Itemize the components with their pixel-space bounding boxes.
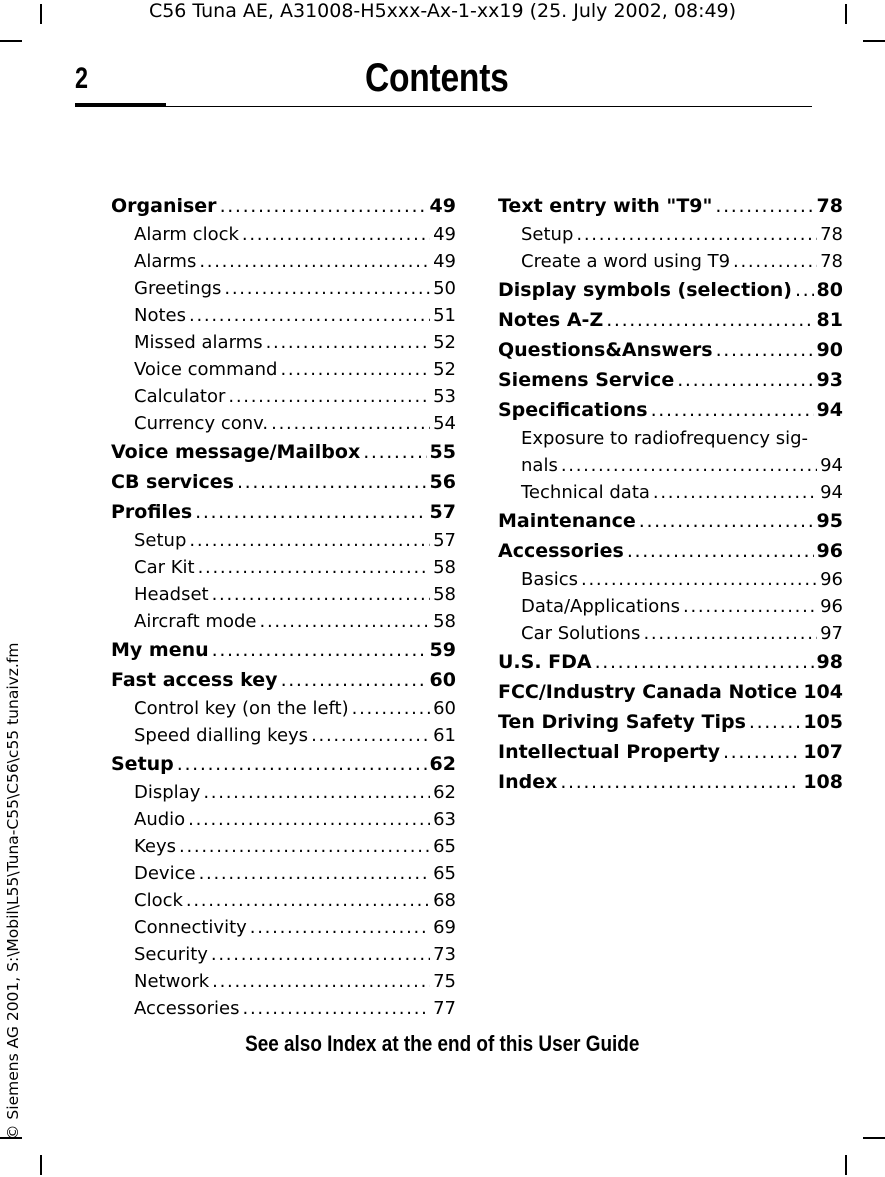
dot-leader (606, 305, 813, 335)
toc-entry[interactable] (111, 779, 456, 806)
toc-entry-page: 94 (820, 482, 843, 503)
toc-entry-label: Alarms (134, 251, 197, 272)
toc-entry[interactable] (111, 221, 456, 248)
toc-entry-label: Headset (134, 584, 209, 605)
toc-entry-label: Siemens Service (498, 369, 675, 391)
dot-leader (595, 647, 814, 677)
footer-note-text: See also Index at the end of this User Guide (245, 1031, 640, 1056)
toc-entry-label: Profiles (111, 501, 193, 523)
toc-entry-page: 53 (433, 386, 456, 407)
toc-entry[interactable] (498, 566, 843, 593)
toc-entry[interactable] (111, 608, 456, 635)
toc-entry-label: Voice command (134, 359, 278, 380)
dot-leader (352, 695, 430, 722)
toc-entry-label: Create a word using T9 (521, 251, 731, 272)
toc-section[interactable] (498, 395, 843, 425)
toc-entry-label: Notes (134, 305, 186, 326)
crop-mark (0, 40, 22, 42)
toc-entry-page: 56 (429, 471, 456, 493)
toc-entry-label: Display symbols (selection) (498, 279, 792, 301)
dot-leader (199, 860, 431, 887)
dot-leader (203, 779, 430, 806)
toc-entry-page: 63 (433, 809, 456, 830)
toc-entry[interactable] (111, 887, 456, 914)
toc-column-right (498, 191, 843, 797)
toc-entry-label: Calculator (134, 386, 226, 407)
toc-entry-page: 98 (816, 651, 843, 673)
dot-leader (683, 593, 817, 620)
toc-entry-label: Audio (134, 809, 186, 830)
dot-leader (266, 329, 431, 356)
dot-leader (561, 452, 817, 479)
dot-leader (653, 479, 817, 506)
toc-entry-label: Connectivity (134, 917, 247, 938)
toc-entry-label: Control key (on the left) (134, 698, 349, 719)
dot-leader (627, 536, 814, 566)
crop-mark (863, 1137, 885, 1139)
toc-entry[interactable] (498, 593, 843, 620)
toc-entry[interactable] (111, 356, 456, 383)
toc-entry[interactable] (498, 479, 843, 506)
dot-leader (212, 581, 431, 608)
toc-entry-page: 65 (433, 836, 456, 857)
toc-entry-label: FCC/Industry Canada Notice (498, 681, 798, 703)
toc-entry-page: 96 (816, 540, 843, 562)
dot-leader (280, 356, 430, 383)
toc-entry-page: 68 (433, 890, 456, 911)
dot-leader (228, 383, 430, 410)
toc-entry-page: 96 (820, 596, 843, 617)
dot-leader (189, 527, 430, 554)
toc-section[interactable] (498, 191, 843, 221)
toc-entry-label: Voice message/Mailbox (111, 441, 361, 463)
toc-section[interactable] (111, 191, 456, 221)
toc-entry-page: 49 (429, 195, 456, 217)
dot-leader (220, 191, 427, 221)
dot-leader (224, 275, 430, 302)
toc-entry-label: Basics (521, 569, 579, 590)
crop-mark (845, 1155, 847, 1175)
toc-entry-label: Display (134, 782, 201, 803)
toc-entry[interactable] (111, 695, 456, 722)
file-info-header: C56 Tuna AE, A31008-H5xxx-Ax-1-xx19 (25. July 2002, 08:49) (148, 0, 737, 22)
copyright-side-note: © Siemens AG 2001, S:\Mobil\L55\Tuna-C55\C56\c55 tunaivz.fm (4, 642, 22, 1140)
toc-entry-page: 60 (429, 669, 456, 691)
toc-entry-label: Aircraft mode (134, 611, 257, 632)
toc-section[interactable] (111, 437, 456, 467)
toc-entry[interactable] (111, 527, 456, 554)
toc-entry-label: Organiser (111, 195, 217, 217)
toc-entry-page: 94 (820, 455, 843, 476)
toc-entry-page: 75 (433, 971, 456, 992)
toc-entry-page: 94 (816, 399, 843, 421)
toc-entry-label: Technical data (521, 482, 650, 503)
toc-section[interactable] (498, 305, 843, 335)
toc-entry-page: 61 (433, 725, 456, 746)
toc-entry-page: 81 (816, 309, 843, 331)
toc-entry[interactable] (111, 581, 456, 608)
toc-entry[interactable] (111, 806, 456, 833)
dot-leader (715, 191, 813, 221)
dot-leader (281, 665, 427, 695)
dot-leader (195, 497, 426, 527)
toc-entry[interactable] (111, 383, 456, 410)
toc-entry-page: 78 (816, 195, 843, 217)
toc-entry-page: 58 (433, 584, 456, 605)
dot-leader (179, 833, 430, 860)
toc-entry-label: Notes A-Z (498, 309, 604, 331)
dot-leader (716, 335, 814, 365)
toc-entry-label: Missed alarms (134, 332, 263, 353)
dot-leader (677, 365, 813, 395)
toc-section[interactable] (498, 737, 843, 767)
toc-entry-label: Accessories (498, 540, 624, 562)
toc-entry-page: 60 (433, 698, 456, 719)
crop-mark (40, 1155, 42, 1175)
toc-entry-label: Data/Applications (521, 596, 680, 617)
toc-section[interactable] (498, 677, 843, 707)
toc-entry-page: 55 (429, 441, 456, 463)
dot-leader (643, 620, 817, 647)
toc-entry[interactable] (111, 995, 456, 1022)
header-rule-accent (75, 103, 166, 107)
toc-entry-page: 65 (433, 863, 456, 884)
toc-entry[interactable] (111, 833, 456, 860)
dot-leader (186, 887, 430, 914)
dot-leader (795, 275, 814, 305)
toc-entry-page: 62 (429, 753, 456, 775)
toc-entry-label: Alarm clock (134, 224, 239, 245)
toc-entry-page: 52 (433, 359, 456, 380)
dot-leader (243, 995, 431, 1022)
toc-section[interactable] (111, 467, 456, 497)
toc-entry-page: 69 (433, 917, 456, 938)
dot-leader (250, 914, 430, 941)
dot-leader (560, 767, 800, 797)
toc-entry-page: 58 (433, 557, 456, 578)
toc-entry-label: Setup (134, 530, 187, 551)
dot-leader (639, 506, 814, 536)
dot-leader (311, 722, 430, 749)
toc-entry[interactable] (111, 860, 456, 887)
toc-entry-page: 95 (816, 510, 843, 532)
toc-entry-page: 90 (816, 339, 843, 361)
dot-leader (260, 608, 431, 635)
toc-entry-label: CB services (111, 471, 234, 493)
toc-entry[interactable] (498, 221, 843, 248)
toc-entry-page: 107 (803, 741, 843, 763)
header-rule (75, 106, 812, 107)
toc-entry[interactable] (111, 248, 456, 275)
dot-leader (177, 749, 427, 779)
dot-leader (271, 410, 430, 437)
toc-entry-label: Text entry with "T9" (498, 195, 713, 217)
toc-entry-label: Car Solutions (521, 623, 641, 644)
toc-entry-page: 50 (433, 278, 456, 299)
toc-entry-label: U.S. FDA (498, 651, 592, 673)
toc-entry-page: 78 (820, 224, 843, 245)
toc-entry-label: Ten Driving Safety Tips (498, 711, 746, 733)
toc-section[interactable] (111, 635, 456, 665)
toc-entry-page: 77 (433, 998, 456, 1019)
toc-entry-page: 93 (816, 369, 843, 391)
toc-section[interactable] (498, 506, 843, 536)
dot-leader (237, 467, 427, 497)
toc-entry-label: Accessories (134, 998, 240, 1019)
toc-column-left (111, 191, 456, 1022)
toc-entry-page: 57 (433, 530, 456, 551)
toc-entry-label: Questions&Answers (498, 339, 713, 361)
toc-entry-page: 57 (429, 501, 456, 523)
toc-entry-page: 80 (816, 279, 843, 301)
toc-entry-page: 52 (433, 332, 456, 353)
dot-leader (199, 248, 430, 275)
toc-section[interactable] (498, 647, 843, 677)
toc-entry-page: 62 (433, 782, 456, 803)
toc-entry-label-continued: nals (521, 455, 558, 476)
toc-entry-label: Network (134, 971, 210, 992)
dot-leader (749, 707, 800, 737)
dot-leader (211, 941, 430, 968)
toc-entry-label: Setup (521, 224, 574, 245)
toc-entry[interactable] (111, 302, 456, 329)
toc-section[interactable] (498, 767, 843, 797)
toc-entry-label: Device (134, 863, 196, 884)
toc-entry-page: 73 (433, 944, 456, 965)
toc-entry-label: Exposure to radiofrequency sig- (521, 428, 809, 449)
dot-leader (723, 737, 800, 767)
dot-leader (242, 221, 430, 248)
toc-entry-label: Speed dialling keys (134, 725, 309, 746)
dot-leader (212, 635, 427, 665)
toc-entry-label: Maintenance (498, 510, 636, 532)
page-title: Contents (365, 56, 509, 100)
toc-entry[interactable] (111, 722, 456, 749)
toc-entry[interactable] (111, 410, 456, 437)
toc-entry-label: My menu (111, 639, 209, 661)
toc-entry[interactable] (111, 914, 456, 941)
toc-entry-page: 49 (433, 224, 456, 245)
toc-entry-page: 58 (433, 611, 456, 632)
toc-entry[interactable] (111, 968, 456, 995)
dot-leader (188, 806, 430, 833)
toc-entry[interactable] (111, 554, 456, 581)
toc-entry[interactable] (498, 620, 843, 647)
toc-entry-page: 59 (429, 639, 456, 661)
toc-entry-label: Intellectual Property (498, 741, 720, 763)
toc-entry-label: Clock (134, 890, 183, 911)
dot-leader (733, 248, 817, 275)
dot-leader (576, 221, 817, 248)
toc-entry[interactable] (498, 248, 843, 275)
dot-leader (581, 566, 817, 593)
toc-entry-page: 97 (820, 623, 843, 644)
toc-entry-page: 49 (433, 251, 456, 272)
toc-entry[interactable] (498, 425, 843, 479)
toc-section[interactable] (111, 749, 456, 779)
footer-note (0, 1031, 885, 1057)
toc-entry-page: 105 (803, 711, 843, 733)
toc-section[interactable] (498, 536, 843, 566)
toc-entry-label: Greetings (134, 278, 222, 299)
toc-entry-label: Keys (134, 836, 177, 857)
toc-entry[interactable] (111, 275, 456, 302)
dot-leader (363, 437, 426, 467)
toc-entry[interactable] (111, 329, 456, 356)
toc-entry[interactable] (111, 941, 456, 968)
toc-section[interactable] (498, 365, 843, 395)
toc-entry-page: 104 (803, 681, 843, 703)
toc-entry-page: 96 (820, 569, 843, 590)
toc-entry-label: Car Kit (134, 557, 195, 578)
page-number: 2 (75, 62, 89, 95)
toc-section[interactable] (498, 335, 843, 365)
toc-section[interactable] (111, 497, 456, 527)
toc-entry-page: 54 (433, 413, 456, 434)
dot-leader (212, 968, 430, 995)
toc-entry-page: 78 (820, 251, 843, 272)
toc-section[interactable] (498, 275, 843, 305)
toc-section[interactable] (498, 707, 843, 737)
dot-leader (189, 302, 430, 329)
toc-entry-label: Currency conv. (134, 413, 269, 434)
toc-section[interactable] (111, 665, 456, 695)
toc-entry-label: Setup (111, 753, 174, 775)
dot-leader (651, 395, 814, 425)
toc-entry-page: 51 (433, 305, 456, 326)
toc-entry-label: Index (498, 771, 558, 793)
crop-mark (863, 40, 885, 42)
toc-entry-label: Fast access key (111, 669, 278, 691)
toc-entry-label: Security (134, 944, 208, 965)
toc-entry-label: Specifications (498, 399, 648, 421)
dot-leader (198, 554, 431, 581)
toc-entry-page: 108 (803, 771, 843, 793)
